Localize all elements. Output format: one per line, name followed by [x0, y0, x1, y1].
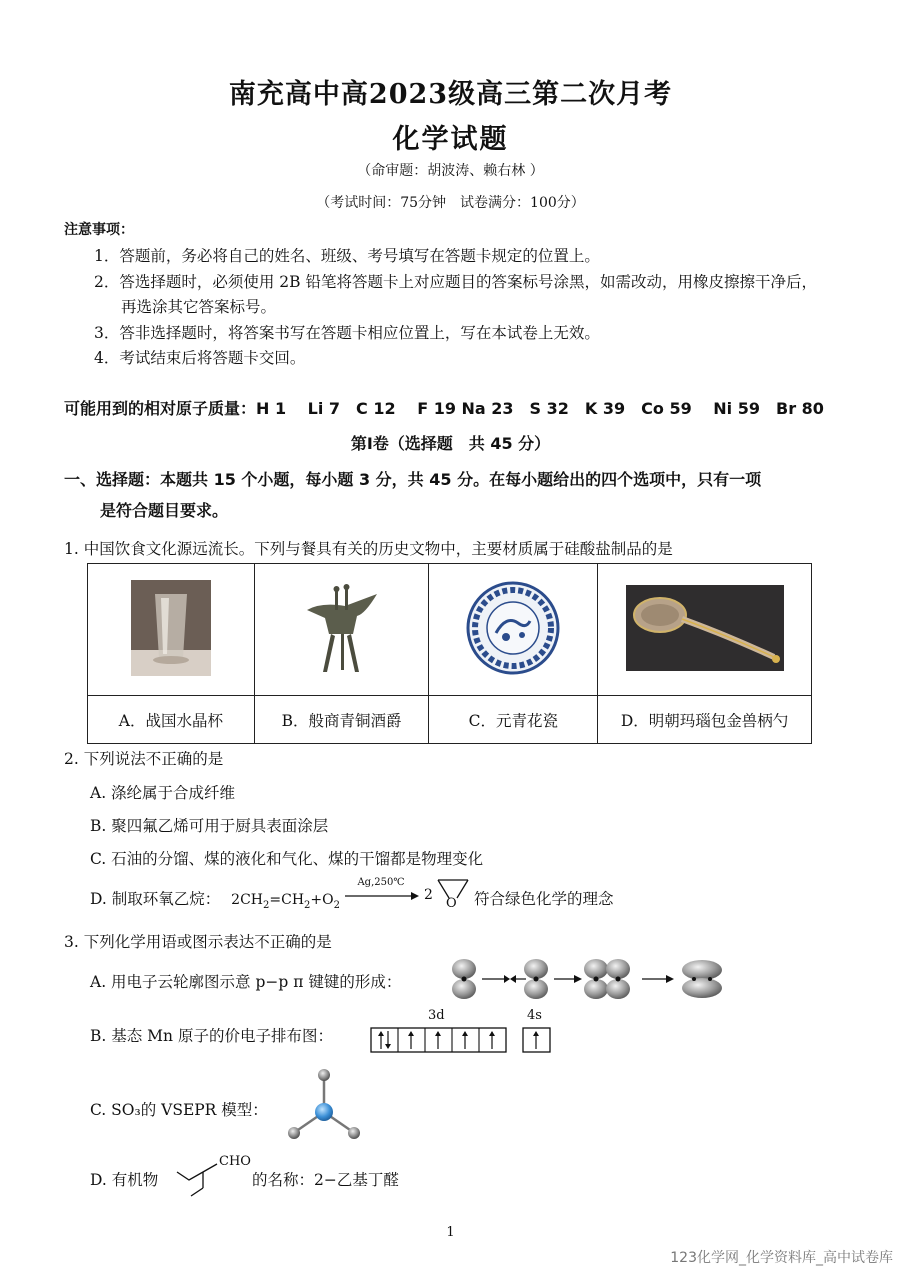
notice-item-2-cont: 再选涂其它答案标号。 [121, 298, 277, 316]
q1-option-b: B．般商青铜酒爵 [254, 696, 429, 744]
q3-option-b: B. 基态 Mn 原子的价电子排布图： [90, 1027, 333, 1045]
eq-sub-1: 2 [263, 899, 270, 911]
epoxide-oxygen: O [446, 896, 457, 911]
eq-mid: =CH [269, 892, 305, 908]
notice-item-2: 2．答选择题时，必须使用 2B 铅笔将答题卡上对应题目的答案标号涂黑，如需改动，用橡皮擦擦干净后， [94, 273, 817, 291]
eq-sub-2: 2 [304, 899, 311, 911]
exam-title: 南充高中高2023级高三第二次月考 [228, 79, 673, 110]
q2-stem: 2. 下列说法不正确的是 [64, 750, 224, 768]
q1-option-a: A．战国水晶杯 [88, 696, 255, 744]
q1-options-table [87, 563, 812, 744]
watermark: 123化学网_化学资料库_高中试卷库 [670, 1250, 893, 1266]
agate-spoon-image [626, 585, 784, 671]
part1-heading: 第Ⅰ卷（选择题 共 45 分） [350, 434, 551, 453]
subject-title: 化学试题 [392, 124, 509, 155]
q1-image-cell-d [598, 564, 812, 696]
eq-plus: +O [310, 892, 334, 908]
q1-option-c: C．元青花瓷 [429, 696, 598, 744]
q3-option-d-suffix: 的名称：2−乙基丁醛 [252, 1171, 399, 1189]
eq-left: 2CH [231, 892, 263, 908]
q3-option-d-prefix: D. 有机物 [90, 1171, 159, 1189]
orbital-label-3d: 3d [428, 1008, 445, 1023]
aldehyde-group-label: CHO [219, 1154, 251, 1169]
q1-image-cell-b [254, 564, 429, 696]
notice-heading: 注意事项： [64, 222, 134, 238]
page-number: 1 [446, 1225, 455, 1240]
q1-image-cell-a [88, 564, 255, 696]
q1-option-d: D．明朝玛瑙包金兽柄勺 [598, 696, 812, 744]
crystal-cup-image [131, 580, 211, 676]
q3-stem: 3. 下列化学用语或图示表达不正确的是 [64, 933, 332, 951]
product-coefficient: 2 [424, 887, 433, 903]
blue-white-porcelain-image [466, 581, 560, 675]
q2-option-d-suffix: 符合绿色化学的理念 [474, 890, 614, 908]
atomic-masses: 可能用到的相对原子质量：H 1 Li 7 C 12 F 19 Na 23 S 32 K 39 Co 59 Ni 59 Br 80 [64, 399, 824, 418]
q2-option-d [90, 887, 340, 911]
reaction-arrow-icon [345, 891, 419, 901]
authors-line: （命审题：胡波涛、赖右林 ） [357, 163, 544, 179]
part1-instruction-1: 一、选择题：本题共 15 个小题，每小题 3 分，共 45 分。在每小题给出的四个选项中，只有一项 [64, 470, 762, 489]
q2-option-d-prefix: D. 制取环氧乙烷： [90, 890, 221, 908]
q2-equation [231, 892, 340, 911]
q1-image-cell-c [429, 564, 598, 696]
notice-item-4: 4．考试结束后将答题卡交回。 [94, 349, 306, 367]
p-orbital-overlap-diagram [446, 958, 726, 1000]
eq-sub-3: 2 [333, 899, 340, 911]
q1-stem: 1. 中国饮食文化源远流长。下列与餐具有关的历史文物中，主要材质属于硅酸盐制品的是 [64, 540, 673, 558]
bronze-jue-image [301, 580, 383, 676]
notice-item-3: 3．答非选择题时，将答案书写在答题卡相应位置上，写在本试卷上无效。 [94, 324, 600, 342]
q3-option-a: A. 用电子云轮廓图示意 p−p π 键键的形成： [90, 973, 402, 991]
reaction-condition: Ag,250℃ [357, 877, 405, 888]
q2-option-a: A. 涤纶属于合成纤维 [90, 784, 236, 802]
q2-option-c: C. 石油的分馏、煤的液化和气化、煤的干馏都是物理变化 [90, 850, 484, 868]
exam-info-line: （考试时间：75分钟 试卷满分：100分） [316, 195, 585, 211]
aldehyde-skeletal-structure [175, 1158, 220, 1200]
orbital-label-4s: 4s [527, 1008, 542, 1023]
notice-item-1: 1．答题前，务必将自己的姓名、班级、考号填写在答题卡规定的位置上。 [94, 247, 600, 265]
part1-instruction-2: 是符合题目要求。 [100, 501, 229, 520]
so3-vsepr-model [283, 1066, 365, 1146]
q3-option-c: C. SO₃的 VSEPR 模型： [90, 1101, 268, 1119]
mn-orbital-diagram [370, 1027, 552, 1053]
q2-option-b: B. 聚四氟乙烯可用于厨具表面涂层 [90, 817, 329, 835]
